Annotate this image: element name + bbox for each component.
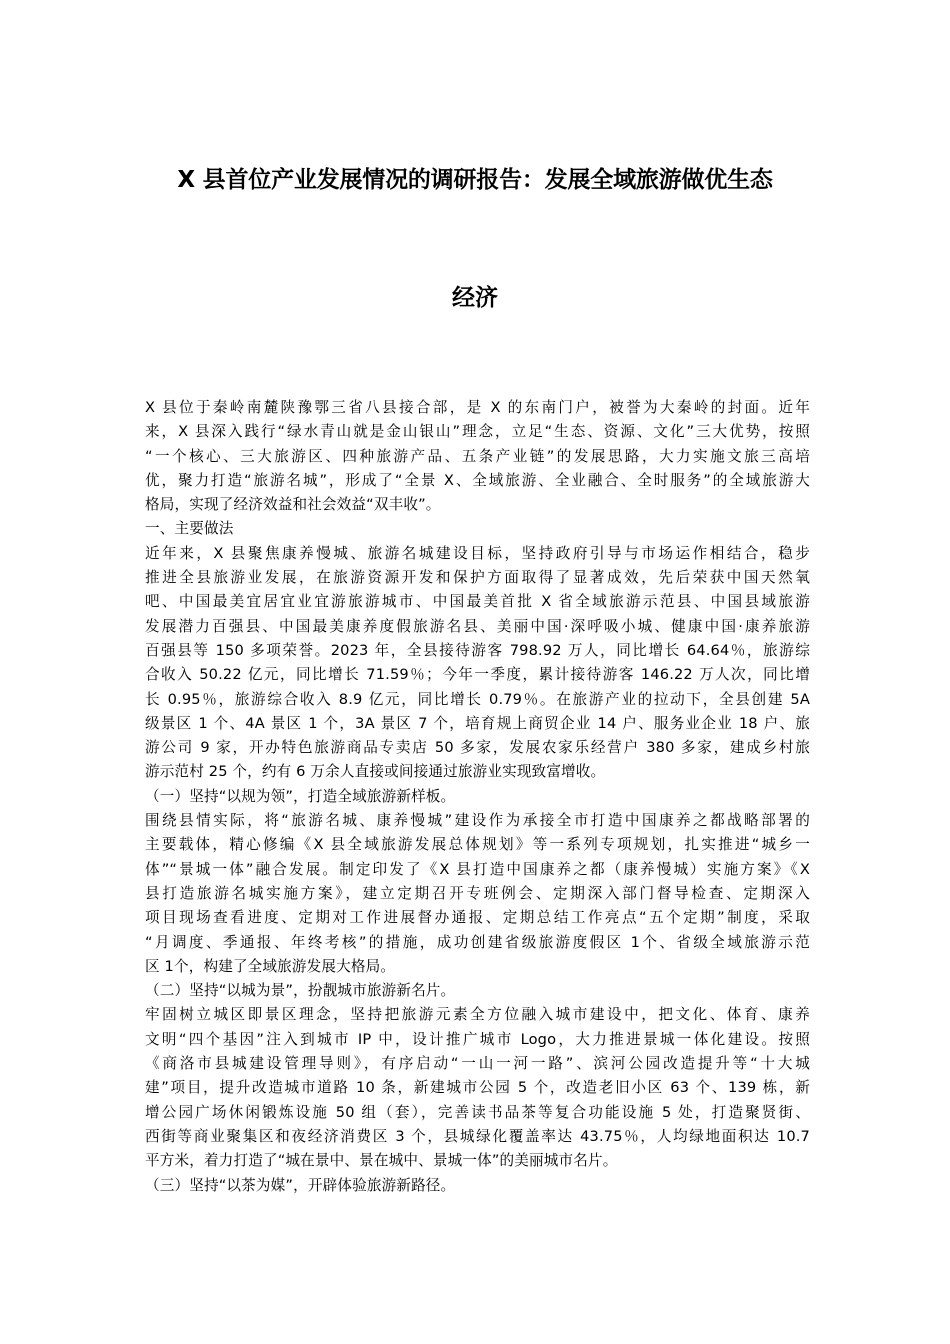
subsection-heading-3 [145, 1174, 810, 1198]
intro-paragraph [145, 396, 810, 517]
text-line: 区 1个，构建了全域旅游发展大格局。 [145, 957, 396, 975]
text-line: X 县位于秦岭南麓陕豫鄂三省八县接合部，是 X 的东南门户，被誉为大秦岭的封面。近年 [145, 399, 810, 416]
heading-text: 一、主要做法 [145, 520, 234, 538]
heading-text: （二）坚持“以城为景”，扮靓城市旅游新名片。 [145, 982, 456, 1000]
text-line: 游示范村 25 个，约有 6 万余人直接或间接通过旅游业实现致富增收。 [145, 763, 606, 781]
text-line: 主要载体，精心修编《X 县全域旅游发展总体规划》等一系列专项规划，扎实推进“城乡一 [145, 836, 810, 854]
text-line: “月调度、季通报、年终考核”的措施，成功创建省级旅游度假区 1个、省级全域旅游示范 [145, 933, 810, 951]
text-line: 优，聚力打造“旅游名城”，形成了“全景 X、全域旅游、全业融合、全时服务”的全域旅游大 [145, 471, 810, 489]
text-line: 围绕县情实际，将“旅游名城、康养慢城”建设作为承接全市打造中国康养之都战略部署的 [145, 812, 810, 830]
document-body [145, 396, 810, 1198]
text-line: 近年来，X 县聚焦康养慢城、旅游名城建设目标，坚持政府引导与市场运作相结合，稳步 [145, 544, 810, 562]
text-line: 建”项目，提升改造城市道路 10 条，新建城市公园 5 个，改造老旧小区 63 个、139 栋，新 [145, 1079, 810, 1097]
text-line: 发展潜力百强县、中国最美康养度假旅游名县、美丽中国·深呼吸小城、健康中国·康养旅游 [145, 617, 810, 635]
text-line: 县打造旅游名城实施方案》，建立定期召开专班例会、定期深入部门督导检查、定期深入 [145, 884, 810, 902]
text-line: “一个核心、三大旅游区、四种旅游产品、五条产业链”的发展思路，大力实施文旅三高培 [145, 447, 810, 465]
text-line: 体”“景城一体”融合发展。制定印发了《X 县打造中国康养之都（康养慢城）实施方案》《X [145, 860, 810, 878]
text-line: 推进全县旅游业发展，在旅游资源开发和保护方面取得了显著成效，先后荣获中国天然氧 [145, 569, 810, 587]
text-line: 平方米，着力打造了“城在景中、景在城中、景城一体”的美丽城市名片。 [145, 1152, 618, 1170]
section-heading-main-practices [145, 517, 810, 541]
text-line: 游公司 9 家，开办特色旅游商品专卖店 50 多家，发展农家乐经营户 380 多家，建成乡村旅 [145, 739, 810, 757]
subsection-heading-1 [145, 785, 810, 809]
heading-text: （一）坚持“以规为领”，打造全域旅游新样板。 [145, 787, 456, 805]
subsection-2-paragraph [145, 1003, 810, 1173]
text-line: 级景区 1 个、4A 景区 1 个，3A 景区 7 个，培育规上商贸企业 14 户、服务业企业 18 户、旅 [145, 714, 810, 732]
text-line: 文明“四个基因”注入到城市 IP 中，设计推广城市 Logo，大力推进景城一体化建设。按照 [145, 1030, 810, 1048]
subsection-1-paragraph [145, 809, 810, 979]
text-line: 《商洛市县城建设管理导则》，有序启动“一山一河一路”、滨河公园改造提升等“十大城 [145, 1055, 810, 1073]
text-line: 西街等商业聚集区和夜经济消费区 3 个，县城绿化覆盖率达 43.75％，人均绿地面积达 10.7 [145, 1127, 810, 1145]
text-line: 牢固树立城区即景区理念，坚持把旅游元素全方位融入城市建设中，把文化、体育、康养 [145, 1006, 810, 1024]
text-line: 百强县等 150 多项荣誉。2023 年，全县接待游客 798.92 万人，同比增长 64.64％，旅游综 [145, 641, 810, 659]
text-line: 来，X 县深入践行“绿水青山就是金山银山”理念，立足“生态、资源、文化”三大优势，按照 [145, 423, 810, 441]
text-line: 吧、中国最美宜居宜业宜游旅游城市、中国最美首批 X 省全域旅游示范县、中国县域旅游 [145, 593, 810, 611]
text-line: 增公园广场休闲锻炼设施 50 组（套），完善读书品茶等复合功能设施 5 处，打造聚贤街、 [145, 1103, 810, 1121]
text-line: 项目现场查看进度、定期对工作进展督办通报、定期总结工作亮点“五个定期”制度，采取 [145, 909, 810, 927]
document-title-line-1: X 县首位产业发展情况的调研报告：发展全域旅游做优生态 [177, 167, 773, 193]
text-line: 格局，实现了经济效益和社会效益“双丰收”。 [145, 496, 441, 514]
heading-text: （三）坚持“以茶为媒”，开辟体验旅游新路径。 [145, 1176, 456, 1194]
text-line: 合收入 50.22 亿元，同比增长 71.59％；今年一季度，累计接待游客 146.22 万人次，同比增 [145, 666, 810, 684]
main-practices-paragraph [145, 542, 810, 785]
text-line: 长 0.95％，旅游综合收入 8.9 亿元，同比增长 0.79％。在旅游产业的拉动下，全县创建 5A [145, 690, 810, 708]
document-title-line-2: 经济 [452, 285, 498, 311]
subsection-heading-2 [145, 979, 810, 1003]
